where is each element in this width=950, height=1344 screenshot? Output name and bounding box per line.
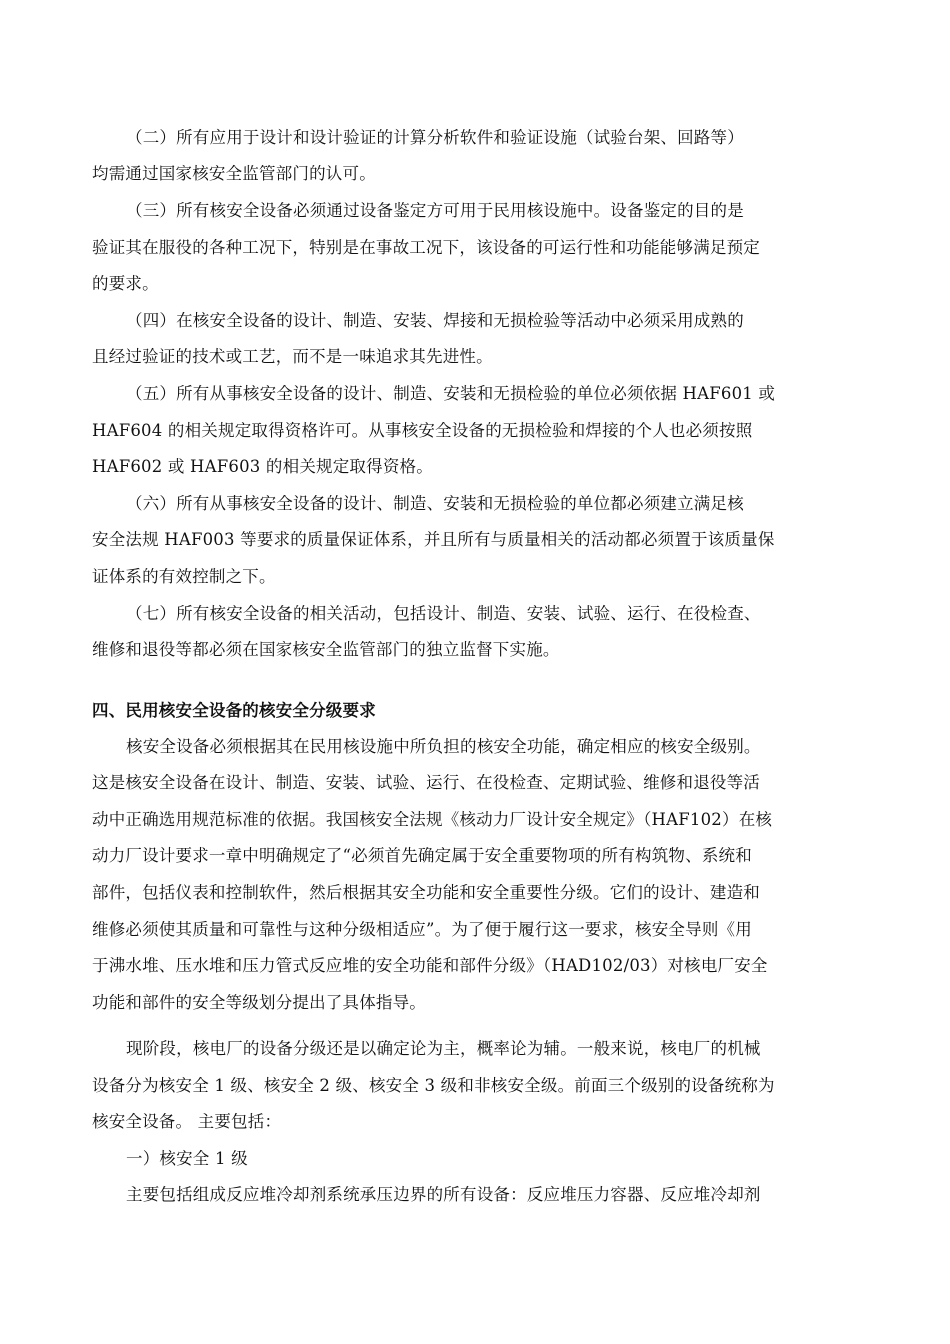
section-paragraph-2-line-3: 核安全设备。 主要包括： bbox=[92, 1112, 282, 1131]
section-paragraph-1-line-5: 部件，包括仪表和控制软件，然后根据其安全功能和安全重要性分级。它们的设计、建造和 bbox=[92, 883, 760, 902]
paragraph-4-line-2: 且经过验证的技术或工艺，而不是一味追求其先进性。 bbox=[92, 347, 493, 366]
paragraph-7-line-1: （七）所有核安全设备的相关活动，包括设计、制造、安装、试验、运行、在役检查、 bbox=[126, 604, 761, 623]
paragraph-3-line-1: （三）所有核安全设备必须通过设备鉴定方可用于民用核设施中。设备鉴定的目的是 bbox=[126, 201, 744, 220]
paragraph-6-line-2: 安全法规 HAF003 等要求的质量保证体系，并且所有与质量相关的活动都必须置于该质量保 bbox=[92, 530, 775, 549]
section-heading: 四、民用核安全设备的核安全分级要求 bbox=[92, 701, 376, 720]
section-paragraph-1-line-7: 于沸水堆、压水堆和压力管式反应堆的安全功能和部件分级》（HAD102/03）对核电厂安全 bbox=[92, 956, 768, 975]
section-paragraph-2-line-1: 现阶段，核电厂的设备分级还是以确定论为主，概率论为辅。一般来说，核电厂的机械 bbox=[126, 1039, 761, 1058]
paragraph-6-line-1: （六）所有从事核安全设备的设计、制造、安装和无损检验的单位都必须建立满足核 bbox=[126, 494, 744, 513]
section-paragraph-1-line-4: 动力厂设计要求一章中明确规定了“必须首先确定属于安全重要物项的所有构筑物、系统和 bbox=[92, 846, 752, 865]
subsection-heading: 一）核安全 1 级 bbox=[126, 1149, 248, 1168]
section-paragraph-1-line-1: 核安全设备必须根据其在民用核设施中所负担的核安全功能，确定相应的核安全级别。 bbox=[126, 737, 761, 756]
subsection-paragraph-line-1: 主要包括组成反应堆冷却剂系统承压边界的所有设备：反应堆压力容器、反应堆冷却剂 bbox=[126, 1185, 761, 1204]
paragraph-5-line-1: （五）所有从事核安全设备的设计、制造、安装和无损检验的单位必须依据 HAF601 或 bbox=[126, 384, 776, 403]
paragraph-3-line-2: 验证其在服役的各种工况下，特别是在事故工况下，该设备的可运行性和功能能够满足预定 bbox=[92, 238, 760, 257]
paragraph-5-line-2: HAF604 的相关规定取得资格许可。从事核安全设备的无损检验和焊接的个人也必须按照 bbox=[92, 421, 753, 440]
paragraph-6-line-3: 证体系的有效控制之下。 bbox=[92, 567, 276, 586]
paragraph-7-line-2: 维修和退役等都必须在国家核安全监管部门的独立监督下实施。 bbox=[92, 640, 560, 659]
paragraph-5-line-3: HAF602 或 HAF603 的相关规定取得资格。 bbox=[92, 457, 433, 476]
paragraph-2-line-2: 均需通过国家核安全监管部门的认可。 bbox=[92, 164, 376, 183]
section-paragraph-2-line-2: 设备分为核安全 1 级、核安全 2 级、核安全 3 级和非核安全级。前面三个级别的设备统称为 bbox=[92, 1076, 775, 1095]
section-paragraph-1-line-2: 这是核安全设备在设计、制造、安装、试验、运行、在役检查、定期试验、维修和退役等活 bbox=[92, 773, 760, 792]
paragraph-2-line-1: （二）所有应用于设计和设计验证的计算分析软件和验证设施（试验台架、回路等） bbox=[126, 128, 744, 147]
paragraph-3-line-3: 的要求。 bbox=[92, 274, 159, 293]
paragraph-4-line-1: （四）在核安全设备的设计、制造、安装、焊接和无损检验等活动中必须采用成熟的 bbox=[126, 311, 744, 330]
section-paragraph-1-line-6: 维修必须使其质量和可靠性与这种分级相适应”。为了便于履行这一要求，核安全导则《用 bbox=[92, 920, 752, 939]
section-paragraph-1-line-3: 动中正确选用规范标准的依据。我国核安全法规《核动力厂设计安全规定》（HAF102）在核 bbox=[92, 810, 773, 829]
section-paragraph-1-line-8: 功能和部件的安全等级划分提出了具体指导。 bbox=[92, 993, 426, 1012]
